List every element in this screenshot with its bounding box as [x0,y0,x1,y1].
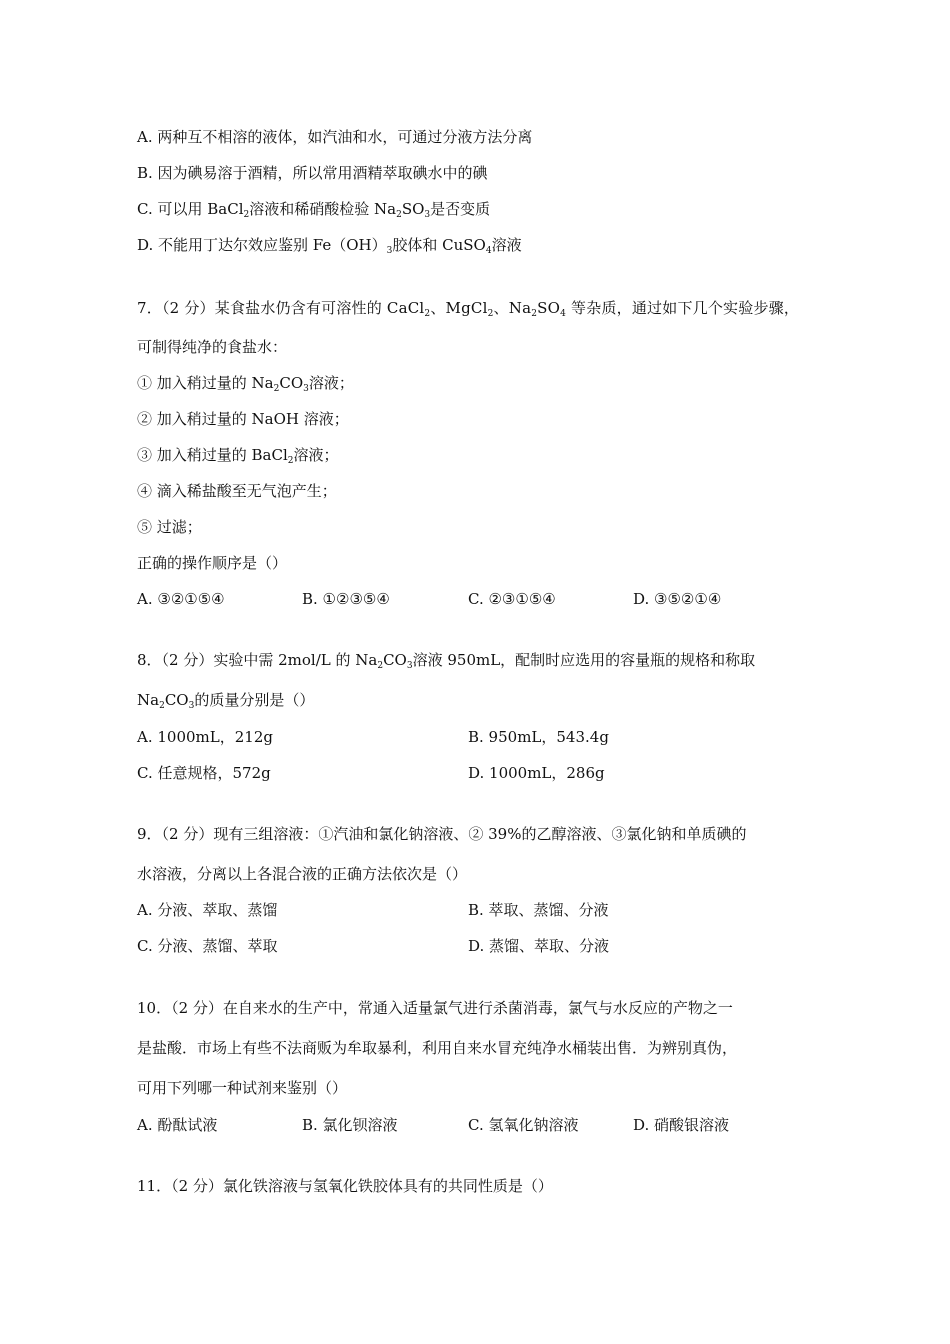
q7-option-a: A. ③②①⑤④ [137,590,225,608]
q7-step-4: ④ 滴入稀盐酸至无气泡产生； [137,482,337,500]
q8-option-b: B. 950mL，543.4g [468,728,609,746]
q9-option-c: C. 分液、蒸馏、萃取 [137,937,278,955]
q7-option-b: B. ①②③⑤④ [302,590,390,608]
q8-stem-line2: $Na_2CO_3$的质量分别是（） [137,691,315,711]
q10-option-c: C. 氢氧化钠溶液 [468,1116,579,1134]
q7-step-1: ① 加入稍过量的 $Na_2CO_3$溶液； [137,374,354,394]
q7-step-2: ② 加入稍过量的 NaOH 溶液； [137,410,349,428]
q9-option-a: A. 分液、萃取、蒸馏 [137,901,278,919]
q7-option-d: D. ③⑤②①④ [633,590,722,608]
q7-option-c: C. ②③①⑤④ [468,590,556,608]
q10-stem-line2: 是盐酸．市场上有些不法商贩为牟取暴利，利用自来水冒充纯净水桶装出售．为辨别真伪， [137,1039,738,1057]
q7-question: 正确的操作顺序是（） [137,554,288,572]
q8-option-a: A. 1000mL，212g [137,728,273,746]
q10-option-a: A. 酚酞试液 [137,1116,218,1134]
q6-option-c: C. 可以用 BaCl$_2$溶液和稀硝酸检验 $Na_2SO_3$是否变质 [137,200,491,220]
q10-stem-line3: 可用下列哪一种试剂来鉴别（） [137,1079,348,1097]
q9-option-b: B. 萃取、蒸馏、分液 [468,901,609,919]
q9-option-d: D. 蒸馏、萃取、分液 [468,937,610,955]
q10-stem-line1: 10．（2 分）在自来水的生产中，常通入适量氯气进行杀菌消毒，氯气与水反应的产物之一 [137,999,733,1017]
q7-step-3: ③ 加入稍过量的 BaCl$_2$溶液； [137,446,339,466]
q6-option-b: B. 因为碘易溶于酒精，所以常用酒精萃取碘水中的碘 [137,164,488,182]
q8-stem-line1: 8．（2 分）实验中需 2mol/L 的 $Na_2CO_3$溶液 950mL，配制时应选用的容量瓶的规格和称取 [137,651,756,671]
q7-step-5: ⑤ 过滤； [137,518,202,536]
q10-option-d: D. 硝酸银溶液 [633,1116,730,1134]
q8-option-d: D. 1000mL，286g [468,764,605,782]
q9-stem-line2: 水溶液，分离以上各混合液的正确方法依次是（） [137,865,468,883]
q10-option-b: B. 氯化钡溶液 [302,1116,398,1134]
q6-option-d: D. 不能用丁达尔效应鉴别 $Fe(OH)_3$胶体和 CuSO$_4$溶液 [137,236,522,256]
q11-stem-line1: 11．（2 分）氯化铁溶液与氢氧化铁胶体具有的共同性质是（） [137,1177,553,1195]
q8-option-c: C. 任意规格，572g [137,764,271,782]
q7-stem-line1: 7．（2 分）某食盐水仍含有可溶性的 CaCl$_2$、MgCl$_2$、$Na_2SO_4$ 等杂质，通过如下几个实验步骤， [137,299,800,319]
q6-option-a: A. 两种互不相溶的液体，如汽油和水，可通过分液方法分离 [137,128,533,146]
q7-stem-line2: 可制得纯净的食盐水： [137,338,288,356]
q9-stem-line1: 9．（2 分）现有三组溶液：①汽油和氯化钠溶液、② 39%的乙醇溶液、③氯化钠和单质碘的 [137,825,747,843]
